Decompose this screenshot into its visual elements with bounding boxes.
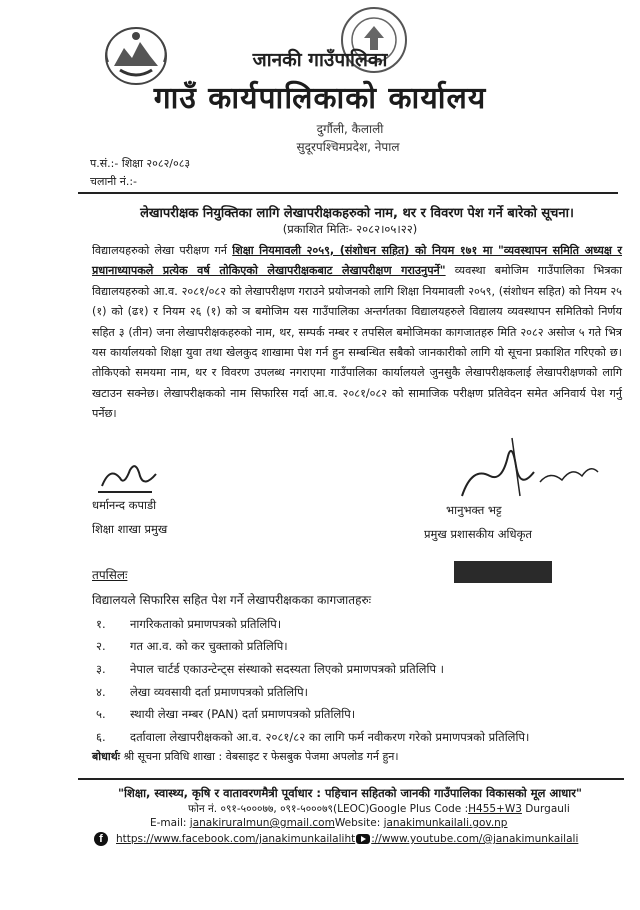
left-signature-mark [96,456,166,498]
list-item [96,658,616,681]
copy-to-note [92,749,399,764]
body-part-2: व्यवस्था बमोजिम गाउँपालिका भित्रका विद्यालयहरुको आ.व. २०८१/०८२ को लेखापरीक्षण गराउने प्रयोजनको लागि शिक्षा नियमावली २०५९, (संशोधन सहित) को नियम २५ (१) को (ढ१) र नियम २६ (१) को ञ बमोजिम यस गाउँपालिका अन्तर्गतका विद्यालयहरुले विद्यालय व्यवस्थापन समितिको निर्णय सहित ३ (तीन) जना लेखापरीक्षकहरुको नाम, थर, सम्पर्क नम्बर र तपसिल बमोजिमका कागजातहरु मिति २०८२ असोज ५ गते भित्र यस कार्यालयको शिक्षा युवा तथा खेलकुद शाखामा पेश गर्न हुन सम्बन्धित सबैको जानकारीको लागि यो सूचना प्रकाशित गरिएको छ। तोकिएको समयमा नाम, थर र विवरण उपलब्ध नगराएमा गाउँपालिका कार्यालयले जुनसुकै लेखापरीक्षकलाई लेखापरीक्षणको लागि खटाउन सक्नेछ। लेखापरीक्षकको नाम सिफारिस गर्दा आ.व. २०८१/०८२ को सामाजिक परीक्षण प्रतिवेदन समेत अनिवार्य पेश गर्नु पर्नेछ। [92,264,623,421]
right-signatory-role: प्रमुख प्रशासकीय अधिकृत [424,527,532,541]
list-item-number: ३. [96,661,106,676]
plus-code-place: Durgauli [521,803,570,815]
email-label: E-mail: [150,817,190,829]
left-signatory-role: शिक्षा शाखा प्रमुख [92,522,168,536]
reference-number: प.सं.:- शिक्षा २०८२/०८३ [90,157,191,170]
header-divider [78,192,618,194]
facebook-icon[interactable]: f [94,832,108,846]
list-item-text: गत आ.व. को कर चुक्ताको प्रतिलिपि। [130,639,288,654]
notice-body [92,241,622,425]
footer-social-line [94,832,578,846]
annex-subtitle: विद्यालयले सिफारिस सहित पेश गर्ने लेखापरीक्षकका कागजातहरुः [92,593,372,607]
officer-seal-stamp [454,561,552,583]
annex-title: तपसिलः [92,568,128,582]
list-item-text: दर्तावाला लेखापरीक्षकको आ.व. २०८१/८२ का लागि फर्म नवीकरण गरेको प्रमाणपत्रको प्रतिलिपि। [130,729,530,744]
list-item-text: नागरिकताको प्रमाणपत्रको प्रतिलिपि। [130,616,282,631]
right-signatory-name: भानुभक्त भट्ट [446,503,502,517]
list-item-text: स्थायी लेखा नम्बर (PAN) दर्ता प्रमाणपत्रको प्रतिलिपि। [130,707,356,722]
facebook-link[interactable]: https://www.facebook.com/janakimunkailaliht [116,833,356,845]
plus-code-link[interactable]: H455+W3 [468,803,522,815]
list-item [96,726,616,749]
dispatch-number: चलानी नं.:- [90,175,138,188]
list-item [96,703,616,726]
published-date: (प्रकाशित मितिः- २०८२।०५।२२) [282,222,418,236]
list-item [96,681,616,704]
address-line-2: सुदूरपश्चिमप्रदेश, नेपाल [296,140,400,154]
list-item-text: नेपाल चार्टर्ड एकाउन्टेन्ट्स संस्थाको सदस्यता लिएको प्रमाणपत्रको प्रतिलिपि । [130,661,445,676]
note-label: बोधार्थः [92,750,120,763]
list-item [96,613,616,636]
list-item-number: ६. [96,729,106,744]
office-title: गाउँ कार्यपालिकाको कार्यालय [153,81,487,116]
body-rule-citation: शिक्षा नियमावली २०५९, (संशोधन सहित) को नियम १७१ मा "व्यवस्थापन समिति अध्यक्ष र प्रधानाध्यापकले प्रत्येक वर्ष तोकिएको लेखापरीक्षकबाट लेखापरीक्षण गराउनुपर्ने" [92,244,623,278]
notice-subject: लेखापरीक्षक नियुक्तिका लागि लेखापरीक्षकहरुको नाम, थर र विवरण पेश गर्ने बारेको सूचना। [140,206,574,221]
footer-email-line [150,817,507,829]
required-documents-list [96,613,616,749]
note-text: श्री सूचना प्रविधि शाखा : वेबसाइट र फेसबुक पेजमा अपलोड गर्न हुन। [120,750,399,763]
address-line-1: दुर्गौली, कैलाली [316,122,384,136]
youtube-link[interactable]: ://www.youtube.com/@janakimunkailali [371,833,579,845]
list-item [96,636,616,659]
footer-slogan: "शिक्षा, स्वास्थ्य, कृषि र वातावरणमैत्री पूर्वाधार : पहिचान सहितको जानकी गाउँपालिका विकासको मूल आधार" [118,786,582,800]
list-item-number: ५. [96,707,106,722]
website-link[interactable]: janakimunkailali.gov.np [383,817,508,829]
website-label: Website: [334,817,384,829]
list-item-number: २. [96,639,106,654]
footer-contact-line [188,802,570,816]
right-signature-mark [450,436,600,506]
office-name: जानकी गाउँपालिका [252,49,388,71]
body-part-1: विद्यालयहरुको लेखा परीक्षण गर्न [92,244,233,257]
list-item-text: लेखा व्यवसायी दर्ता प्रमाणपत्रको प्रतिलिपि। [130,684,308,699]
list-item-number: १. [96,616,106,631]
youtube-icon[interactable] [356,834,370,844]
footer-divider [78,778,624,780]
left-signatory-name: धर्मानन्द कपाडी [92,498,157,512]
list-item-number: ४. [96,684,106,699]
email-link[interactable]: janakiruralmun@gmail.com [189,817,335,829]
phone-numbers: फोन नं. ०९१-५०००७७, ०९१-५०००७९(LEOC)Google Plus Code : [188,803,469,815]
